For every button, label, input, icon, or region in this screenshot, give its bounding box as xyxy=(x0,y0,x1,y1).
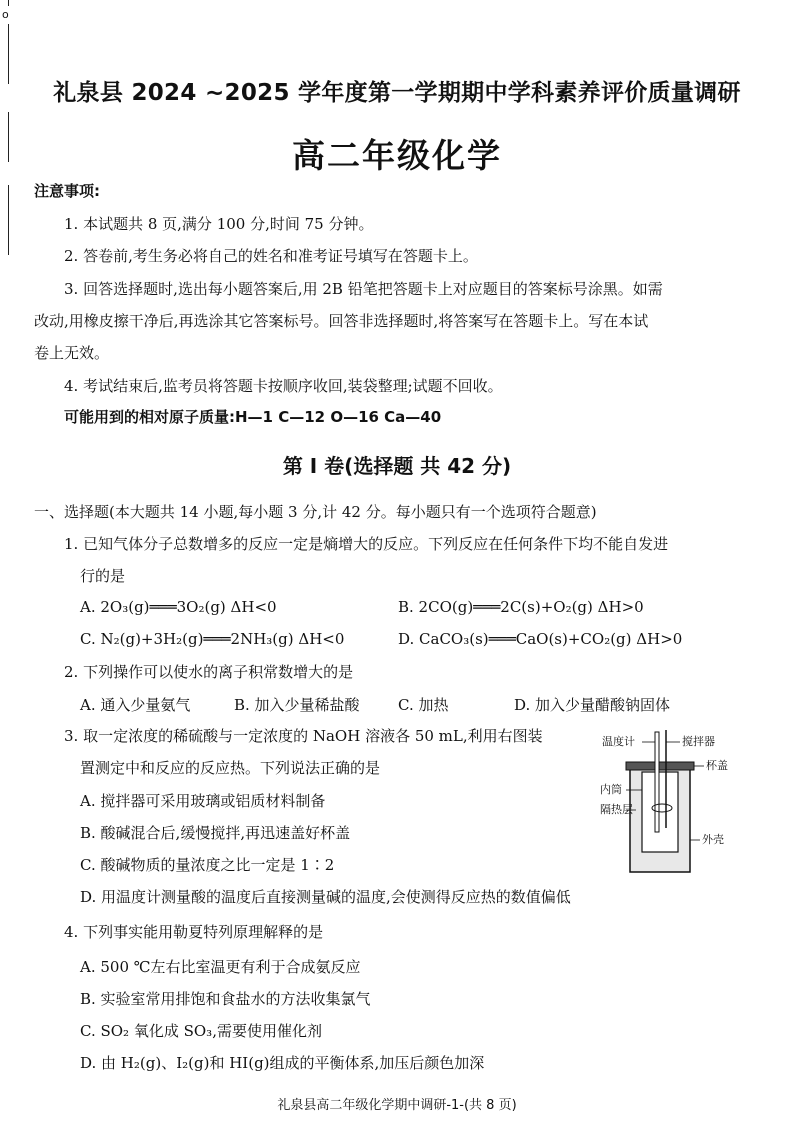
page-footer: 礼泉县高二年级化学期中调研-1-(共 8 页) xyxy=(277,1098,517,1113)
calorimeter-svg xyxy=(600,728,740,878)
exam-subtitle: 高二年级化学 xyxy=(292,136,502,175)
margin-mark-circle: o xyxy=(2,8,9,21)
part1-intro: 一、选择题(本大题共 14 小题,每小题 3 分,计 42 分。每小题只有一个选项符合题意) xyxy=(34,503,597,521)
q3-option-c: C. 酸碱物质的量浓度之比一定是 1∶2 xyxy=(80,856,335,874)
q4-option-a: A. 500 ℃左右比室温更有利于合成氨反应 xyxy=(80,958,361,976)
q2-option-a: A. 通入少量氨气 xyxy=(80,696,191,714)
q3-option-b: B. 酸碱混合后,缓慢搅拌,再迅速盖好杯盖 xyxy=(80,824,351,842)
q4-stem: 4. 下列事实能用勒夏特列原理解释的是 xyxy=(64,923,324,941)
thermometer-icon xyxy=(655,732,659,832)
label-shell: 外壳 xyxy=(702,833,724,846)
cup-lid xyxy=(626,762,694,770)
q2-option-d: D. 加入少量醋酸钠固体 xyxy=(514,696,671,714)
q1-option-d: D. CaCO₃(s)═══CaO(s)+CO₂(g) ΔH>0 xyxy=(398,630,683,648)
notice-item-3-cont: 改动,用橡皮擦干净后,再选涂其它答案标号。回答非选择题时,将答案写在答题卡上。写在本试 xyxy=(34,312,649,330)
exam-title: 礼泉县 2024 ~2025 学年度第一学期期中学科素养评价质量调研 xyxy=(53,80,741,106)
q3-option-d: D. 用温度计测量酸的温度后直接测量碱的温度,会使测得反应热的数值偏低 xyxy=(80,888,571,906)
q2-option-c: C. 加热 xyxy=(398,696,449,714)
q3-stem-cont: 置测定中和反应的反应热。下列说法正确的是 xyxy=(80,759,381,777)
q1-stem-cont: 行的是 xyxy=(80,567,126,585)
label-stirrer: 搅拌器 xyxy=(682,735,715,748)
section-title: 第 Ⅰ 卷(选择题 共 42 分) xyxy=(282,454,512,478)
q4-option-d: D. 由 H₂(g)、I₂(g)和 HI(g)组成的平衡体系,加压后颜色加深 xyxy=(80,1054,485,1072)
notice-item-1: 1. 本试题共 8 页,满分 100 分,时间 75 分钟。 xyxy=(64,215,374,233)
q3-option-a: A. 搅拌器可采用玻璃或铝质材料制备 xyxy=(80,792,326,810)
notice-item-4: 4. 考试结束后,监考员将答题卡按顺序收回,装袋整理;试题不回收。 xyxy=(64,377,503,395)
atomic-mass-line: 可能用到的相对原子质量:H—1 C—12 O—16 Ca—40 xyxy=(64,408,442,426)
notice-item-2: 2. 答卷前,考生务必将自己的姓名和准考证号填写在答题卡上。 xyxy=(64,247,478,265)
q1-stem: 1. 已知气体分子总数增多的反应一定是熵增大的反应。下列反应在任何条件下均不能自发进 xyxy=(64,535,669,553)
q3-stem: 3. 取一定浓度的稀硫酸与一定浓度的 NaOH 溶液各 50 mL,利用右图装 xyxy=(64,727,543,745)
q1-option-a: A. 2O₃(g)═══3O₂(g) ΔH<0 xyxy=(80,598,277,616)
label-insulation: 隔热层 xyxy=(600,803,633,816)
q4-option-c: C. SO₂ 氧化成 SO₃,需要使用催化剂 xyxy=(80,1022,322,1040)
label-inner-cup: 内筒 xyxy=(600,783,622,796)
q1-option-b: B. 2CO(g)═══2C(s)+O₂(g) ΔH>0 xyxy=(398,598,644,616)
notice-heading: 注意事项: xyxy=(34,182,100,200)
label-thermometer: 温度计 xyxy=(602,735,635,748)
q2-stem: 2. 下列操作可以使水的离子积常数增大的是 xyxy=(64,663,354,681)
notice-item-3-end: 卷上无效。 xyxy=(34,344,110,362)
binding-margin xyxy=(2,0,16,440)
q4-option-b: B. 实验室常用排饱和食盐水的方法收集氯气 xyxy=(80,990,371,1008)
q1-option-c: C. N₂(g)+3H₂(g)═══2NH₃(g) ΔH<0 xyxy=(80,630,345,648)
calorimeter-diagram xyxy=(600,728,740,878)
notice-item-3: 3. 回答选择题时,选出每小题答案后,用 2B 铅笔把答题卡上对应题目的答案标号涂黑。如需 xyxy=(64,280,663,298)
q2-option-b: B. 加入少量稀盐酸 xyxy=(234,696,360,714)
label-lid: 杯盖 xyxy=(706,759,728,772)
